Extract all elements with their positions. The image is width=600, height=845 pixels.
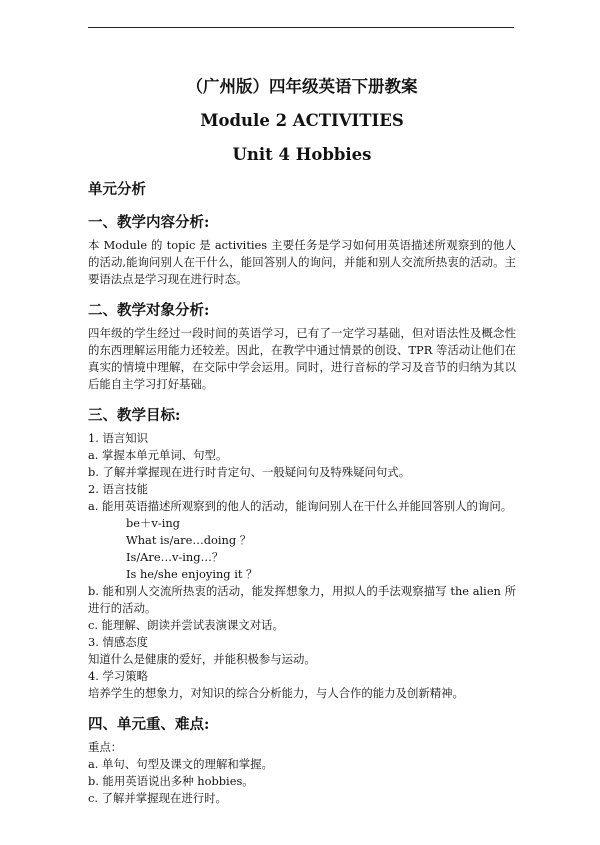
sentence-pattern: Is he/she enjoying it ？ [126,567,258,581]
list-item: c. 能理解、朗读并尝试表演课文对话。 [88,618,284,632]
list-item: b. 能和别人交流所热衷的活动，能发挥想象力，用拟人的手法观察描写 the alien 所进行的活动。 [88,584,516,615]
section-teaching-objectives [88,406,516,702]
section-student-analysis [88,301,516,393]
list-item: 知道什么是健康的爱好，并能积极参与运动。 [88,652,316,666]
module-title: Module 2 ACTIVITIES [200,111,404,130]
list-item: 1. 语言知识 [88,431,149,445]
section-paragraph: 四年级的学生经过一段时间的英语学习，已有了一定学习基础，但对语法性及概念性的东西理解运用能力还较差。因此，在教学中通过情景的创设、TPR 等活动让他们在真实的情境中理解，在交际中学会运用。同时，进行音标的学习及音节的归纳为其以后能自主学习打好基础。 [88,326,516,391]
list-item: 4. 学习策略 [88,669,149,683]
list-item: a. 单句、句型及课文的理解和掌握。 [88,757,273,771]
section-heading: 一、教学内容分析: [88,214,210,231]
list-item: 3. 情感态度 [88,635,149,649]
list-item: 2. 语言技能 [88,482,149,496]
list-item: 重点： [88,740,123,754]
unit-title: Unit 4 Hobbies [232,145,372,164]
section-heading: 四、单元重、难点: [88,716,210,733]
list-item: c. 了解并掌握现在进行时。 [88,791,227,805]
section-heading: 二、教学对象分析: [88,302,210,319]
unit-analysis-heading: 单元分析 [88,181,146,198]
document-title: （广州版）四年级英语下册教案 [186,77,418,96]
list-item: a. 能用英语描述所观察到的他人的活动，能询问别人在干什么并能回答别人的询问。 [88,499,513,513]
list-item: a. 掌握本单元单词、句型。 [88,448,228,462]
section-paragraph: 本 Module 的 topic 是 activities 主要任务是学习如何用英语描述所观察到的他人的活动,能询问别人在干什么，能回答别人的询问，并能和别人交流所热衷的活动。主要语法点是学习现在进行时态。 [88,238,516,286]
sentence-pattern: be＋v-ing [126,516,180,530]
section-content-analysis [88,213,516,288]
sentence-pattern: Is/Are…v-ing…？ [126,550,224,564]
section-key-points [88,715,516,807]
document-page [88,72,516,807]
list-item: b. 能用英语说出多种 hobbies。 [88,774,254,788]
list-item: b. 了解并掌握现在进行时肯定句、一般疑问句及特殊疑问句式。 [88,465,411,479]
sentence-pattern: What is/are…doing ？ [126,533,252,547]
section-heading: 三、教学目标: [88,407,181,424]
header-rule [88,27,514,28]
list-item: 培养学生的想象力，对知识的综合分析能力，与人合作的能力及创新精神。 [88,686,464,700]
